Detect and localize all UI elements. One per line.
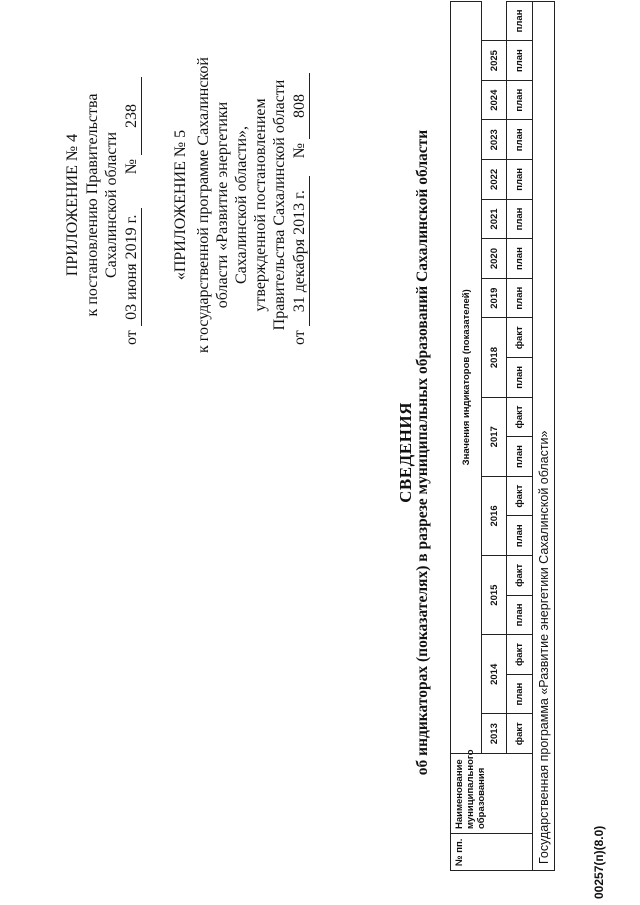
appendix5-title: «ПРИЛОЖЕНИЕ № 5 bbox=[172, 129, 189, 281]
sub-cell: план bbox=[507, 595, 533, 635]
appendix4-line1: к постановлению Правительства bbox=[84, 93, 101, 317]
sub-cell: план bbox=[507, 516, 533, 556]
table-header-row-1 bbox=[451, 1, 482, 870]
sub-cell: план bbox=[507, 80, 533, 120]
appendix4-num-label: № bbox=[123, 158, 140, 175]
appendix5-num: 808 bbox=[291, 73, 310, 139]
year-cell: 2020 bbox=[482, 239, 507, 279]
year-cell: 2023 bbox=[482, 120, 507, 160]
sub-cell: план bbox=[507, 358, 533, 398]
appendix4-date-line bbox=[123, 77, 142, 345]
year-cell: 2022 bbox=[482, 160, 507, 200]
year-cell: 2016 bbox=[482, 476, 507, 555]
year-cell: 2017 bbox=[482, 397, 507, 476]
appendix4-date: 03 июня 2019 г. bbox=[123, 208, 142, 326]
appendix5-line2: области «Развитие энергетики bbox=[214, 101, 231, 309]
year-cell: 2024 bbox=[482, 80, 507, 120]
appendix4-line2: Сахалинской области bbox=[103, 131, 120, 279]
sub-cell: план bbox=[507, 199, 533, 239]
table-header-years-row bbox=[482, 1, 507, 870]
sub-cell: факт bbox=[507, 476, 533, 516]
sub-cell: план bbox=[507, 239, 533, 279]
sub-cell: план bbox=[507, 1, 533, 41]
appendix5-from: от bbox=[291, 330, 308, 345]
appendix5-num-label: № bbox=[291, 142, 308, 159]
appendix5-line1: к государственной программе Сахалинской bbox=[195, 57, 212, 353]
appendix5-date-line bbox=[291, 73, 310, 345]
table-header-sub-row bbox=[507, 1, 533, 870]
year-cell: 2018 bbox=[482, 318, 507, 397]
sub-cell: план bbox=[507, 41, 533, 81]
indicators-table bbox=[450, 1, 555, 871]
year-cell: 2014 bbox=[482, 635, 507, 714]
appendix4-title: ПРИЛОЖЕНИЕ № 4 bbox=[64, 133, 81, 277]
col-name-header: Наименование муниципального образования bbox=[451, 754, 533, 834]
program-row-label: Государственная программа «Развитие энергетики Сахалинской области» bbox=[533, 1, 555, 870]
sub-cell: факт bbox=[507, 318, 533, 358]
sub-cell: план bbox=[507, 674, 533, 714]
sub-cell: факт bbox=[507, 397, 533, 437]
document-title: СВЕДЕНИЯ bbox=[396, 402, 415, 503]
year-cell: 2025 bbox=[482, 41, 507, 81]
year-cell: 2013 bbox=[482, 714, 507, 754]
appendix4-from: от bbox=[123, 330, 140, 345]
sub-cell: факт bbox=[507, 556, 533, 596]
sub-cell: план bbox=[507, 120, 533, 160]
col-values-header: Значения индикаторов (показателей) bbox=[451, 1, 482, 753]
sub-cell: факт bbox=[507, 635, 533, 675]
appendix5-line3: Сахалинской области», bbox=[233, 125, 250, 285]
col-number-header: № пп. bbox=[451, 834, 533, 871]
year-cell: 2015 bbox=[482, 556, 507, 635]
appendix5-line5: Правительства Сахалинской области bbox=[271, 79, 288, 331]
sub-cell: факт bbox=[507, 714, 533, 754]
appendix5-date: 31 декабря 2013 г. bbox=[291, 176, 310, 326]
sub-cell: план bbox=[507, 437, 533, 477]
year-cell: 2021 bbox=[482, 199, 507, 239]
appendix5-line4: утвержденной постановлением bbox=[252, 98, 269, 312]
appendix4-num: 238 bbox=[123, 77, 142, 155]
sub-cell: план bbox=[507, 160, 533, 200]
year-cell: 2019 bbox=[482, 278, 507, 318]
sub-cell: план bbox=[507, 278, 533, 318]
table-row bbox=[533, 1, 555, 870]
document-subtitle: об индикаторах (показателях) в разрезе муниципальных образований Сахалинской области bbox=[414, 129, 431, 776]
document-code: 00257(п)(8.0) bbox=[592, 825, 606, 899]
